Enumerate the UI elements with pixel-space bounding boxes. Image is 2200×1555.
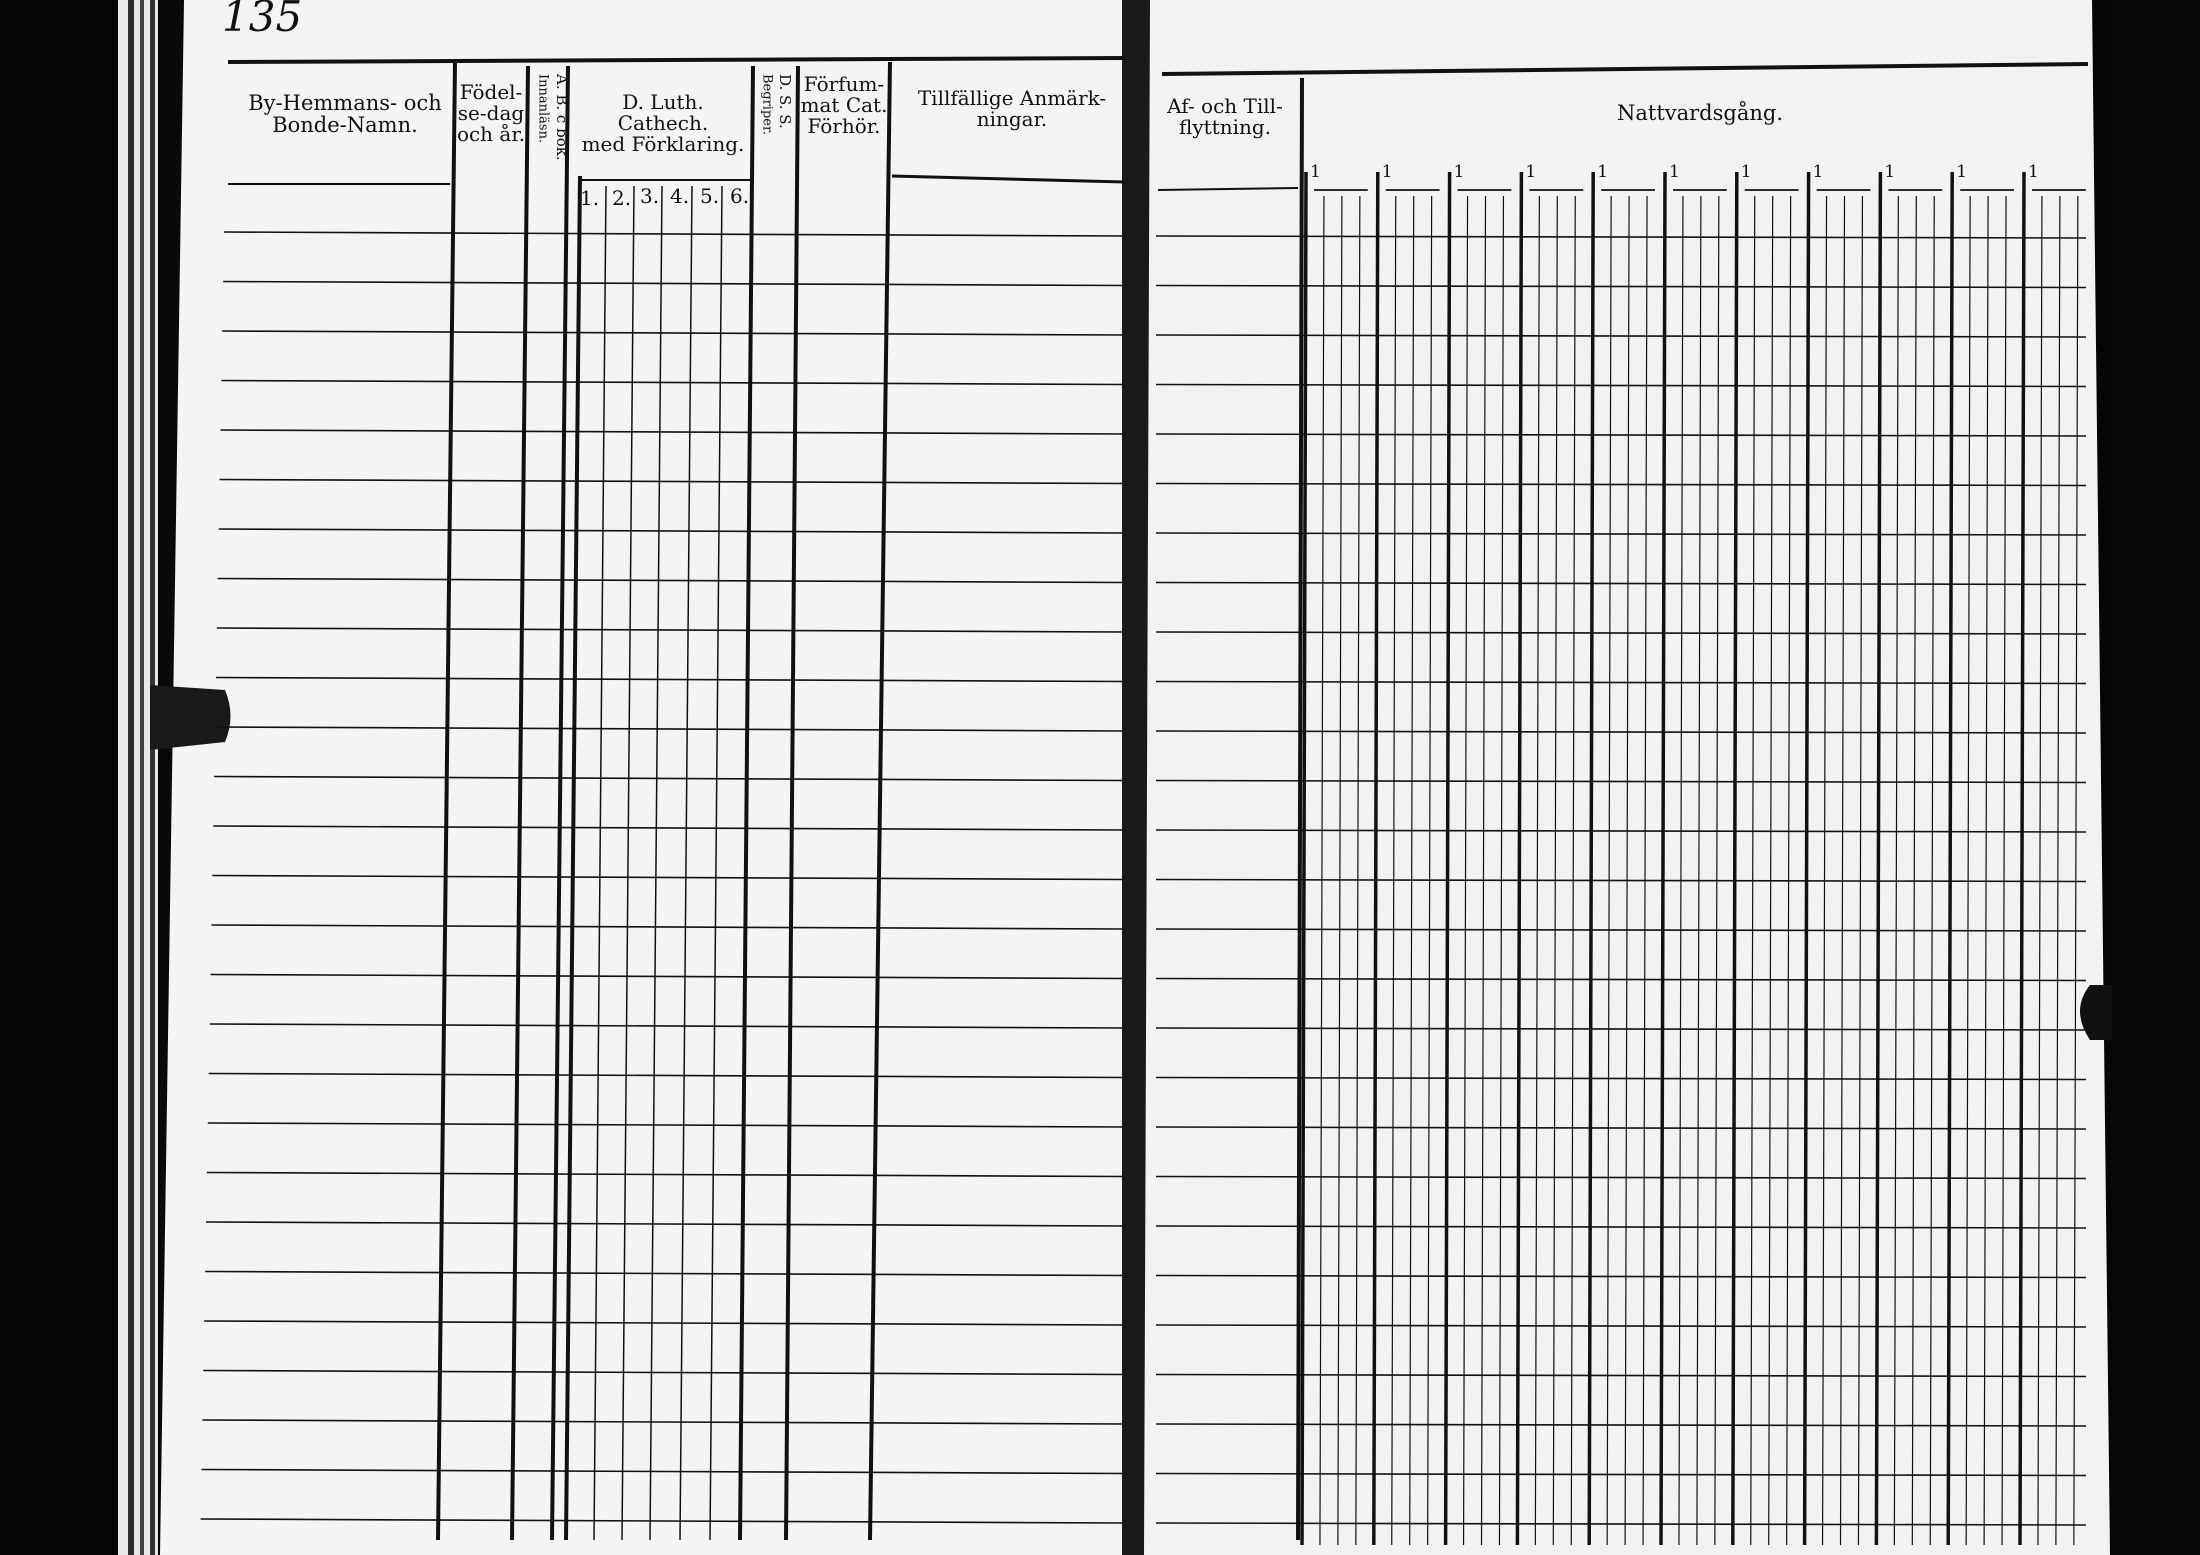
communion-mark-2: 1 xyxy=(1381,162,1393,182)
communion-mark-4: 1 xyxy=(1525,162,1537,182)
catechism-part-2: 2. xyxy=(612,186,632,210)
catechism-part-3: 3. xyxy=(640,184,660,208)
communion-mark-8: 1 xyxy=(1812,162,1824,182)
header-communion: Nattvardsgång. xyxy=(1616,101,1784,125)
header-understanding: Begriper. xyxy=(759,74,775,135)
communion-mark-11: 1 xyxy=(2028,162,2039,182)
communion-mark-7: 1 xyxy=(1740,162,1752,182)
header-village-farm-name: By-Hemmans- och Bonde-Namn. xyxy=(248,91,442,138)
header-catechism: D. Luth. Cathech. med Förklaring. xyxy=(581,90,745,156)
communion-mark-10: 1 xyxy=(1956,162,1968,182)
header-reading: Innanläsn. xyxy=(535,74,551,144)
communion-mark-9: 1 xyxy=(1884,162,1896,182)
communion-mark-3: 1 xyxy=(1453,162,1465,182)
catechism-part-5: 5. xyxy=(700,184,720,208)
header-remarks: Tillfällige Anmärk- ningar. xyxy=(917,86,1107,131)
header-parish-exam: Förfum- mat Cat. Förhör. xyxy=(800,72,888,138)
communion-mark-1: 1 xyxy=(1310,162,1321,182)
header-abc-book: A. B. c bok. xyxy=(552,74,571,161)
header-moving: Af- och Till- flyttning. xyxy=(1167,94,1283,139)
header-ds: D. S. S. xyxy=(775,74,794,129)
clip-left xyxy=(150,685,231,750)
page-number: 135 xyxy=(222,0,303,41)
communion-mark-5: 1 xyxy=(1597,162,1609,182)
catechism-part-1: 1. xyxy=(580,186,600,210)
catechism-part-6: 6. xyxy=(730,184,750,208)
communion-mark-6: 1 xyxy=(1669,162,1680,182)
header-birth-date: Födel- se-dag och år. xyxy=(456,80,526,146)
catechism-part-4: 4. xyxy=(670,184,690,208)
